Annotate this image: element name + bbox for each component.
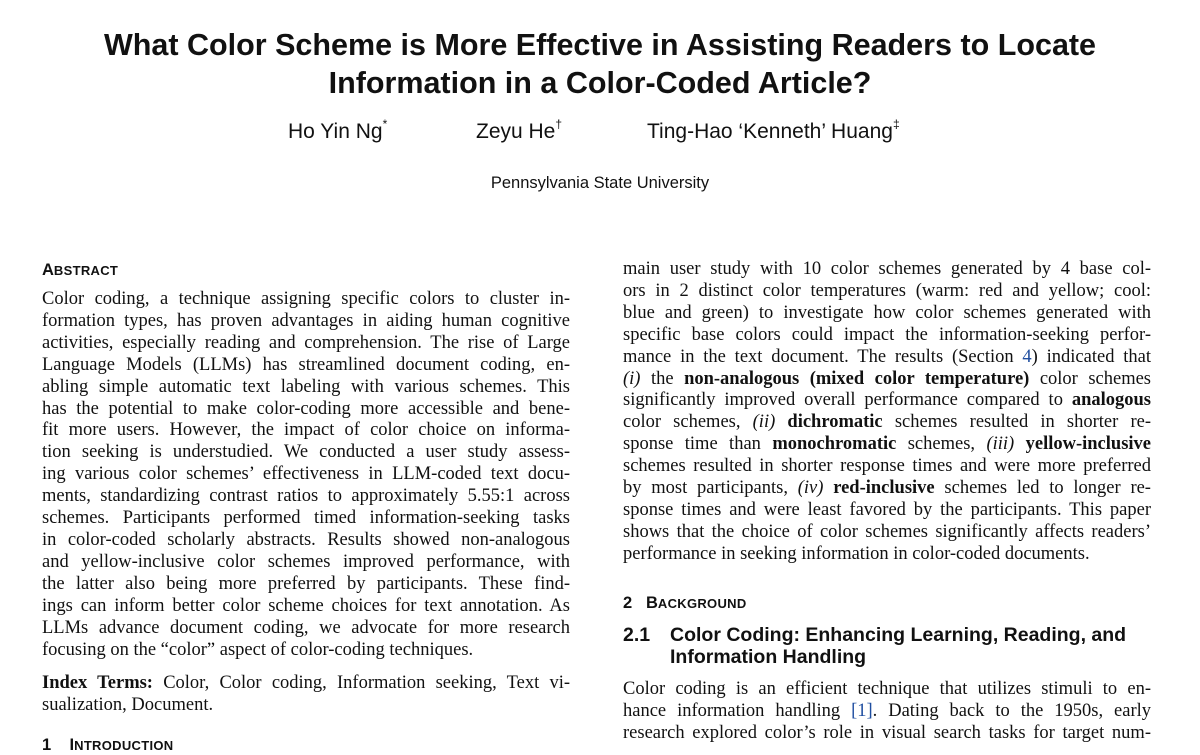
author-1: Ho Yin Ng* bbox=[288, 117, 388, 143]
abstract-line: formation types, has proven advantages in aiding human cognitive bbox=[42, 310, 570, 331]
abstract-line: tion seeking is understudied. We conducted a user study assess- bbox=[42, 442, 570, 463]
citation-link[interactable]: [1] bbox=[851, 700, 873, 721]
abstract-line: in color-coded scholarly abstracts. Results showed non-analogous bbox=[42, 529, 570, 550]
abstract-line: Language Models (LLMs) has streamlined document coding, en- bbox=[42, 354, 570, 375]
abstract-body bbox=[42, 289, 570, 661]
right-column-text: main user study with 10 color schemes generated by 4 base col- ors in 2 distinct color temperatures (warm: red and yellow; cool: blue and green) to investigate how color schemes generated with specific base colors could impact the information-seeking perfor- mance in the text document. The results (Section 4) indicated that (i) the non-analogous (mixed color temperature) color schemes significantly improved overall performance compared to analogous color schemes, (ii) dichromatic schemes resulted in shorter re- sponse time than monochromatic schemes, (iii) yellow-inclusive schemes resulted in shorter response times and were more preferred by most participants, (iv) red-inclusive schemes led to longer re- sponse times and were least favored by the participants. This paper shows that the choice of color schemes significantly affects readers’ performance in seeking information in color-coded documents. bbox=[623, 259, 1152, 564]
title-line-2: Information in a Color-Coded Article? bbox=[328, 66, 872, 100]
paper-title bbox=[0, 26, 1200, 102]
index-terms: Index Terms: Color, Color coding, Information seeking, Text vi- sualization, Document. bbox=[42, 673, 571, 715]
author-3: Ting-Hao ‘Kenneth’ Huang‡ bbox=[647, 117, 900, 143]
abstract-line: focusing on the “color” aspect of color-coding techniques. bbox=[42, 639, 474, 660]
subsection-number: 2.1 bbox=[623, 624, 651, 646]
abstract-line: ments, standardizing contrast ratios to approximately 5.55:1 across bbox=[42, 486, 570, 507]
abstract-line: ings can inform better color scheme choices for text annotation. As bbox=[42, 595, 570, 616]
abstract-line: Color coding, a technique assigning specific colors to cluster in- bbox=[42, 289, 570, 309]
abstract-line: ing various color schemes’ effectiveness in LLM-coded text docu- bbox=[42, 464, 570, 485]
author-1-mark: * bbox=[382, 117, 388, 131]
abstract-line: the latter also being more preferred by participants. These find- bbox=[42, 573, 570, 594]
abstract-line: activities, especially reading and comprehension. The rise of Large bbox=[42, 332, 570, 353]
author-2-mark: † bbox=[555, 117, 563, 131]
abstract-line: fit more users. However, the impact of color choice on informa- bbox=[42, 420, 570, 441]
abstract-line: has the potential to make color-coding more accessible and bene- bbox=[42, 398, 570, 419]
abstract-line: abling simple automatic text labeling with various schemes. This bbox=[42, 376, 570, 397]
author-3-mark: ‡ bbox=[892, 117, 900, 131]
abstract-line: and yellow-inclusive color schemes improved performance, with bbox=[42, 551, 570, 572]
abstract-heading: ABSTRACT bbox=[42, 261, 119, 279]
author-list bbox=[0, 117, 1200, 150]
abstract-line: LLMs advance document coding, we advocate for more research bbox=[42, 617, 570, 638]
affiliation: Pennsylvania State University bbox=[490, 174, 710, 192]
section-ref-link[interactable]: 4 bbox=[1022, 346, 1032, 367]
introduction-heading: 1 INTRODUCTION bbox=[42, 736, 174, 754]
abstract-line: schemes. Participants performed timed information-seeking tasks bbox=[42, 508, 570, 529]
background-heading: 2 BACKGROUND bbox=[623, 594, 747, 612]
index-terms-label: Index Terms: bbox=[42, 673, 153, 693]
author-2: Zeyu He† bbox=[476, 117, 563, 143]
background-text: Color coding is an efficient technique that utilizes stimuli to en- hance information handling [1]. Dating back to the 1950s, early research explored color’s role in visual search tasks for target num- bbox=[623, 679, 1152, 743]
title-line-1: What Color Scheme is More Effective in Assisting Readers to Locate bbox=[103, 28, 1097, 62]
